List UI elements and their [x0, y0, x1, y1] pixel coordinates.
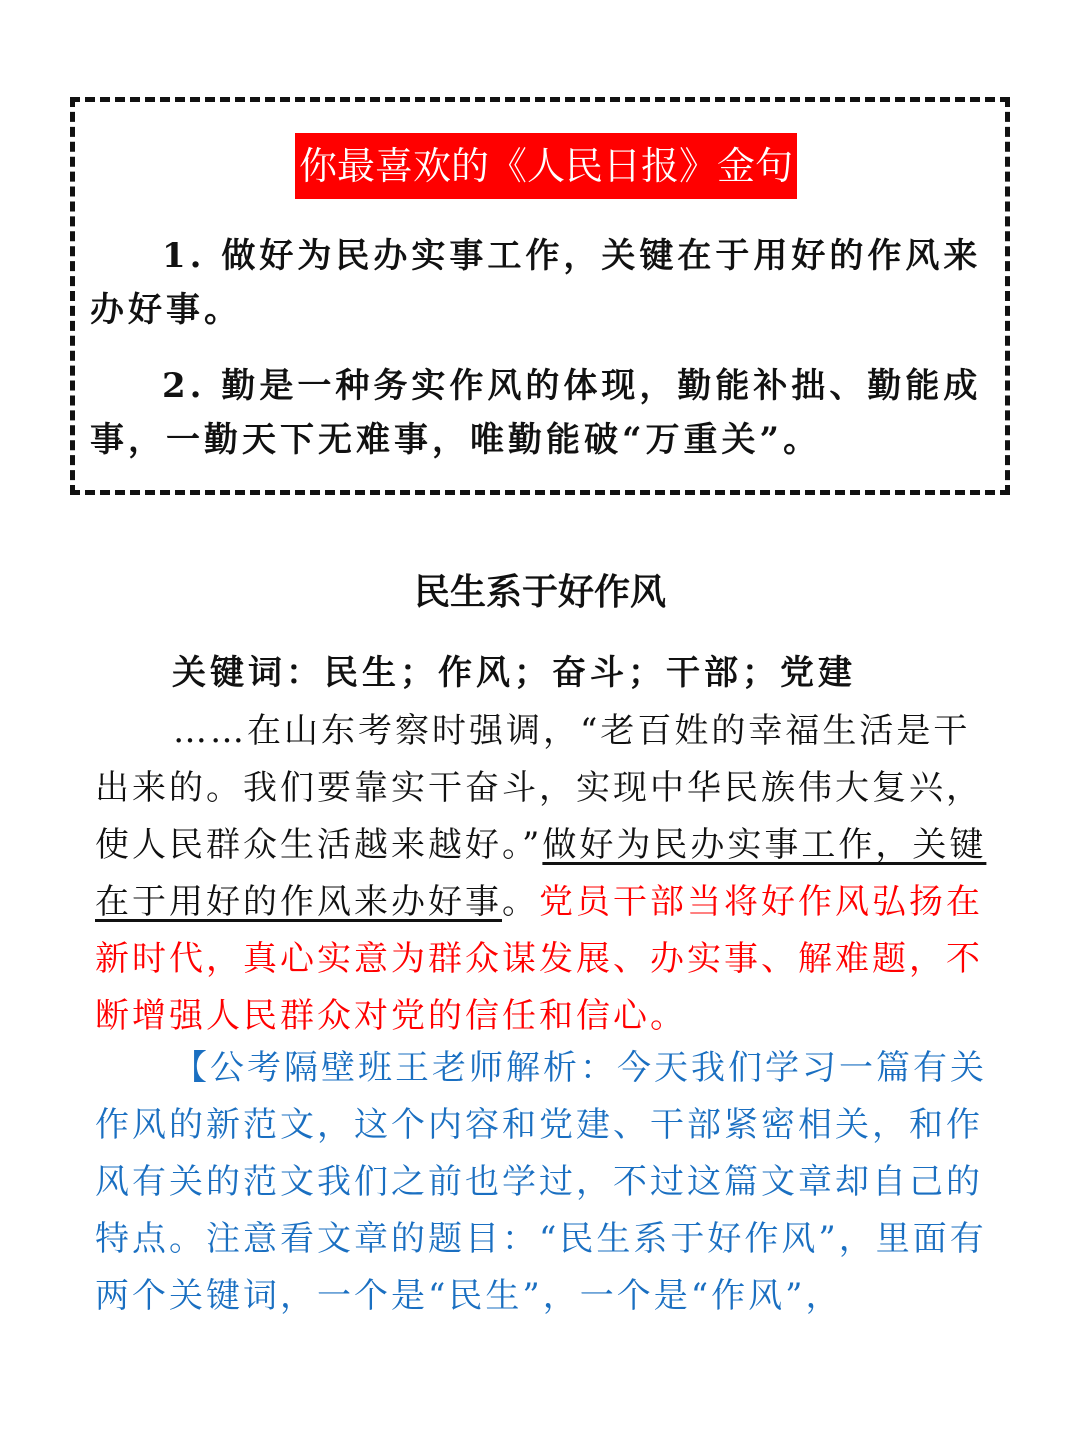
paragraph-period: 。 [502, 882, 539, 922]
article-paragraph [95, 703, 995, 1045]
quote-item-2: 2. 勤是一种务实作风的体现，勤能补拙、勤能成事，一勤天下无难事，唯勤能破“万重关”。 [90, 366, 982, 460]
paragraph-plain-text: ……在山东考察时强调，“老百姓的幸福生活是干出来的。我们要靠实干奋斗，实现中华民族伟大复兴，使人民群众生活越来越好。” [95, 711, 983, 865]
underlined-key-sentence: 做好为民办实事工作，关键在于用好的作风来办好事 [95, 825, 987, 922]
teacher-analysis: 【公考隔壁班王老师解析：今天我们学习一篇有关作风的新范文，这个内容和党建、干部紧密相关，和作风有关的范文我们之前也学过，不过这篇文章却自己的特点。注意看文章的题目：“民生系于好作风”，里面有两个关键词，一个是“民生”，一个是“作风”， [95, 1048, 987, 1316]
article-title: 民生系于好作风 [413, 572, 666, 613]
keywords-line: 关键词：民生；作风；奋斗；干部；党建 [172, 653, 856, 693]
quote-item-1: 1. 做好为民办实事工作，关键在于用好的作风来办好事。 [90, 236, 982, 330]
red-emphasis-text: 党员干部当将好作风弘扬在新时代，真心实意为群众谋发展、办实事、解难题，不断增强人民群众对党的信任和信心。 [95, 882, 983, 1036]
quote-box-title: 你最喜欢的《人民日报》金句 [295, 133, 797, 199]
